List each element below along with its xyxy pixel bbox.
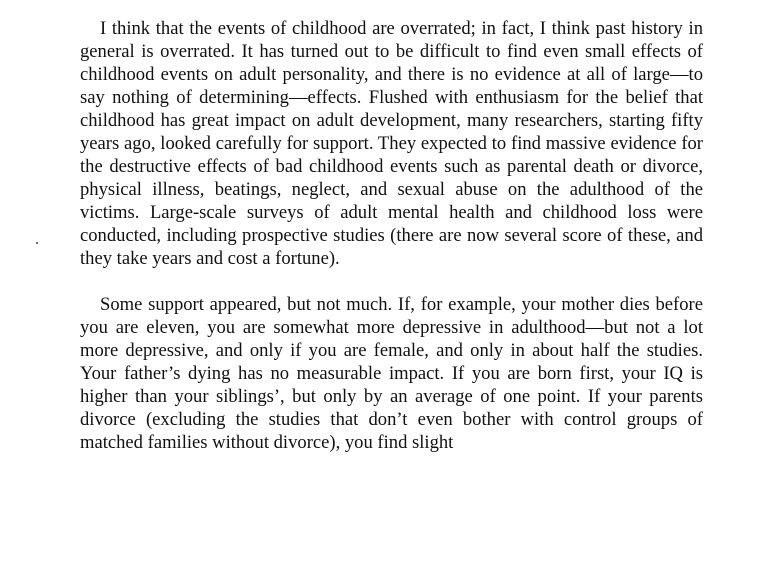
- document-page: [80, 17, 703, 454]
- stray-dot-mark: [36, 242, 38, 244]
- paragraph-2: Some support appeared, but not much. If, for example, your mother dies before you are eleven, you are somewhat more depressive in adulthood—but not a lot more depressive, and only if you are female, and only in about half the studies. Your father’s dying has no measurable impact. If you are born first, your IQ is higher than your siblings’, but only by an average of one point. If your parents divorce (excluding the studies that don’t even bother with control groups of matched families without divorce), you find slight: [80, 294, 703, 453]
- paragraph-1: I think that the events of childhood are overrated; in fact, I think past history in general is overrated. It has turned out to be difficult to find even small effects of childhood events on adult personality, and there is no evidence at all of large—to say nothing of determining—effects. Flushed with enthusiasm for the belief that childhood has great impact on adult development, many researchers, starting fifty years ago, looked carefully for support. They expected to find massive evidence for the destructive effects of bad childhood events such as parental death or divorce, physical illness, beatings, neglect, and sexual abuse on the adulthood of the victims. Large-scale surveys of adult mental health and childhood loss were conducted, including prospective studies (there are now several score of these, and they take years and cost a fortune).: [80, 18, 703, 269]
